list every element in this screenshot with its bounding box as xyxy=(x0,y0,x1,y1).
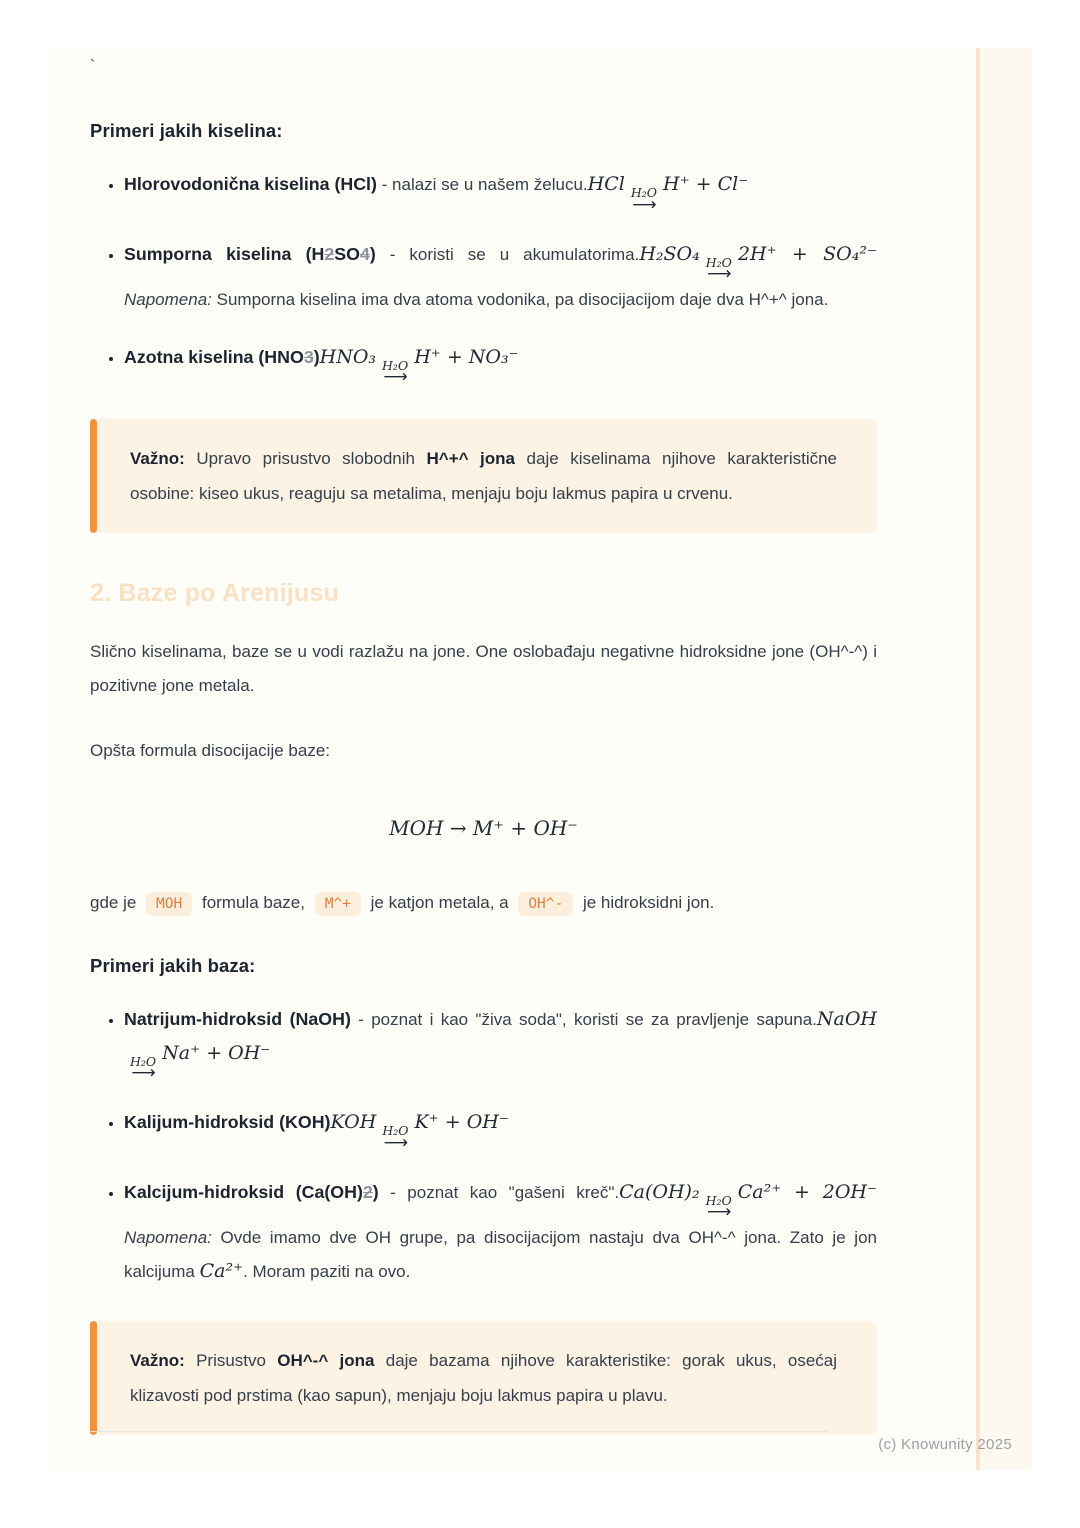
code-badge-moh: MOH xyxy=(146,892,192,916)
struck-digit: 2 xyxy=(324,243,335,264)
math-hcl-right: H⁺ + Cl⁻ xyxy=(663,173,749,195)
math-naoh-left: NaOH xyxy=(816,1008,877,1030)
bases-examples-heading: Primeri jakih baza: xyxy=(90,955,256,976)
math-koh-right: K⁺ + OH⁻ xyxy=(414,1111,509,1133)
acids-heading: Primeri jakih kiselina: xyxy=(90,120,283,141)
legend-text: gde je xyxy=(90,893,142,912)
reaction-arrow xyxy=(130,1053,157,1083)
math-ca-ion: Ca²⁺ xyxy=(199,1259,244,1282)
callout-bold: H^+^ jona xyxy=(426,449,516,468)
math-caoh2-left: Ca(OH)₂ xyxy=(619,1180,700,1203)
item-title: Kalijum-hidroksid (KOH) xyxy=(124,1112,331,1132)
struck-digit: 4 xyxy=(359,243,370,264)
note-label: Napomena: xyxy=(124,290,212,309)
legend-text: je hidroksidni jon. xyxy=(578,893,715,912)
arrow-right-icon xyxy=(131,1065,154,1082)
arrow-right-icon xyxy=(707,1204,730,1221)
item-text: - poznat i kao "živa soda", koristi se za pravljenje sapuna. xyxy=(350,1010,817,1029)
callout-text xyxy=(130,441,837,511)
list-item-h2so4 xyxy=(124,238,877,317)
item-text: - nalazi se u našem želucu. xyxy=(376,175,588,194)
note-label: Napomena: xyxy=(124,1228,212,1247)
math-h2so4-left: H₂SO₄ xyxy=(639,242,700,265)
reaction-arrow xyxy=(382,357,409,387)
note-text: Ovde imamo dve OH grupe, pa disocijacijom nastaju dva OH^-^ jona. Zato je jon kalcijuma xyxy=(124,1228,877,1281)
legend-text: je katjon metala, a xyxy=(365,893,514,912)
reaction-arrow xyxy=(705,1192,732,1222)
arrow-condition-label: H₂O xyxy=(382,1123,409,1138)
reaction-arrow xyxy=(382,1125,408,1152)
callout-text xyxy=(130,1343,837,1413)
arrow-condition-label: H₂O xyxy=(630,185,658,200)
stray-backtick: ` xyxy=(90,58,96,75)
arrow-condition-label: H₂O xyxy=(382,357,409,373)
item-text: - koristi se u akumulatorima. xyxy=(375,244,640,264)
callout-segment: daje bazama njihove karakteristike: gorak ukus, osećaj klizavosti pod prstima (kao sapun), menjaju boju lakmus papira u plavu. xyxy=(130,1351,838,1405)
bases-section-heading: 2. Baze po Arenijusu xyxy=(90,579,339,607)
acids-list xyxy=(90,168,877,386)
bases-intro-paragraph: Slično kiselinama, baze se u vodi razlažu na jone. One oslobađaju negativne hidroksidne jone (OH^-^) i pozitivne jone metala. xyxy=(90,642,877,695)
title-part: ) xyxy=(313,346,320,367)
important-callout-bases xyxy=(90,1321,877,1435)
document-page xyxy=(50,48,976,1470)
math-koh-left: KOH xyxy=(330,1111,377,1133)
footer-divider xyxy=(90,1431,827,1432)
math-hno3-left: HNO₃ xyxy=(319,345,377,368)
math-h2so4-right: 2H⁺ + SO₄²⁻ xyxy=(737,242,878,265)
reaction-arrow xyxy=(705,254,732,284)
callout-segment: daje kiselinama njihove karakteristične osobine: kiseo ukus, reaguju sa metalima, menjaju boju lakmus papira u crvenu. xyxy=(130,449,837,503)
math-caoh2-right: Ca²⁺ + 2OH⁻ xyxy=(737,1180,877,1203)
dissociation-formula: MOH → M⁺ + OH⁻ xyxy=(389,816,578,840)
bases-list xyxy=(90,1003,877,1288)
callout-segment: Prisustvo xyxy=(184,1351,278,1370)
callout-label: Važno: xyxy=(130,449,185,468)
copyright-footer: (c) Knowunity 2025 xyxy=(878,1436,1012,1453)
struck-digit: 2 xyxy=(362,1181,373,1202)
formula-intro: Opšta formula disocijacije baze: xyxy=(90,741,331,760)
title-part: Kalcijum-hidroksid (Ca(OH) xyxy=(124,1181,363,1202)
list-item-koh xyxy=(124,1106,877,1152)
legend-text: formula baze, xyxy=(197,893,310,912)
callout-bold: OH^-^ jona xyxy=(277,1351,375,1370)
list-item-hno3 xyxy=(124,341,877,387)
list-item-naoh xyxy=(124,1003,877,1082)
title-part: Azotna kiselina (HNO xyxy=(124,346,304,367)
page-edge-stripe xyxy=(976,48,1032,1470)
list-item-caoh2 xyxy=(124,1176,877,1289)
title-part: SO xyxy=(334,243,360,264)
arrow-condition-label: H₂O xyxy=(705,1192,732,1208)
item-title xyxy=(124,347,320,367)
item-title xyxy=(124,244,376,264)
item-title xyxy=(124,1182,379,1202)
math-naoh-right: Na⁺ + OH⁻ xyxy=(162,1041,271,1064)
dissociation-formula-row xyxy=(90,816,877,840)
arrow-right-icon xyxy=(384,1135,407,1152)
item-title: Natrijum-hidroksid (NaOH) xyxy=(124,1009,351,1029)
item-title: Hlorovodonična kiselina (HCl) xyxy=(124,174,377,194)
callout-label: Važno: xyxy=(130,1351,185,1370)
note-text: Sumporna kiselina ima dva atoma vodonika, pa disocijacijom daje dva H^+^ jona. xyxy=(211,290,829,309)
arrow-right-icon xyxy=(707,266,730,283)
title-part: ) xyxy=(372,1181,379,1202)
formula-legend xyxy=(90,886,877,921)
math-hno3-right: H⁺ + NO₃⁻ xyxy=(414,345,519,368)
math-hcl-left: HCl xyxy=(587,173,625,195)
important-callout-acids xyxy=(90,419,877,533)
callout-segment: Upravo prisustvo slobodnih xyxy=(184,449,427,468)
arrow-right-icon xyxy=(383,369,406,386)
note-text: . Moram paziti na ovo. xyxy=(243,1261,411,1281)
struck-digit: 3 xyxy=(303,346,314,367)
title-part: Sumporna kiselina (H xyxy=(124,243,325,264)
arrow-condition-label: H₂O xyxy=(130,1053,157,1069)
item-text: - poznat kao "gašeni kreč". xyxy=(378,1182,620,1202)
code-badge-oh-minus: OH^- xyxy=(518,892,573,916)
code-badge-m-plus: M^+ xyxy=(315,892,361,916)
arrow-right-icon xyxy=(632,197,655,214)
list-item-hcl xyxy=(124,168,877,214)
reaction-arrow xyxy=(631,187,657,214)
title-part: ) xyxy=(369,243,376,264)
arrow-condition-label: H₂O xyxy=(705,254,732,270)
document-content xyxy=(50,48,976,1435)
